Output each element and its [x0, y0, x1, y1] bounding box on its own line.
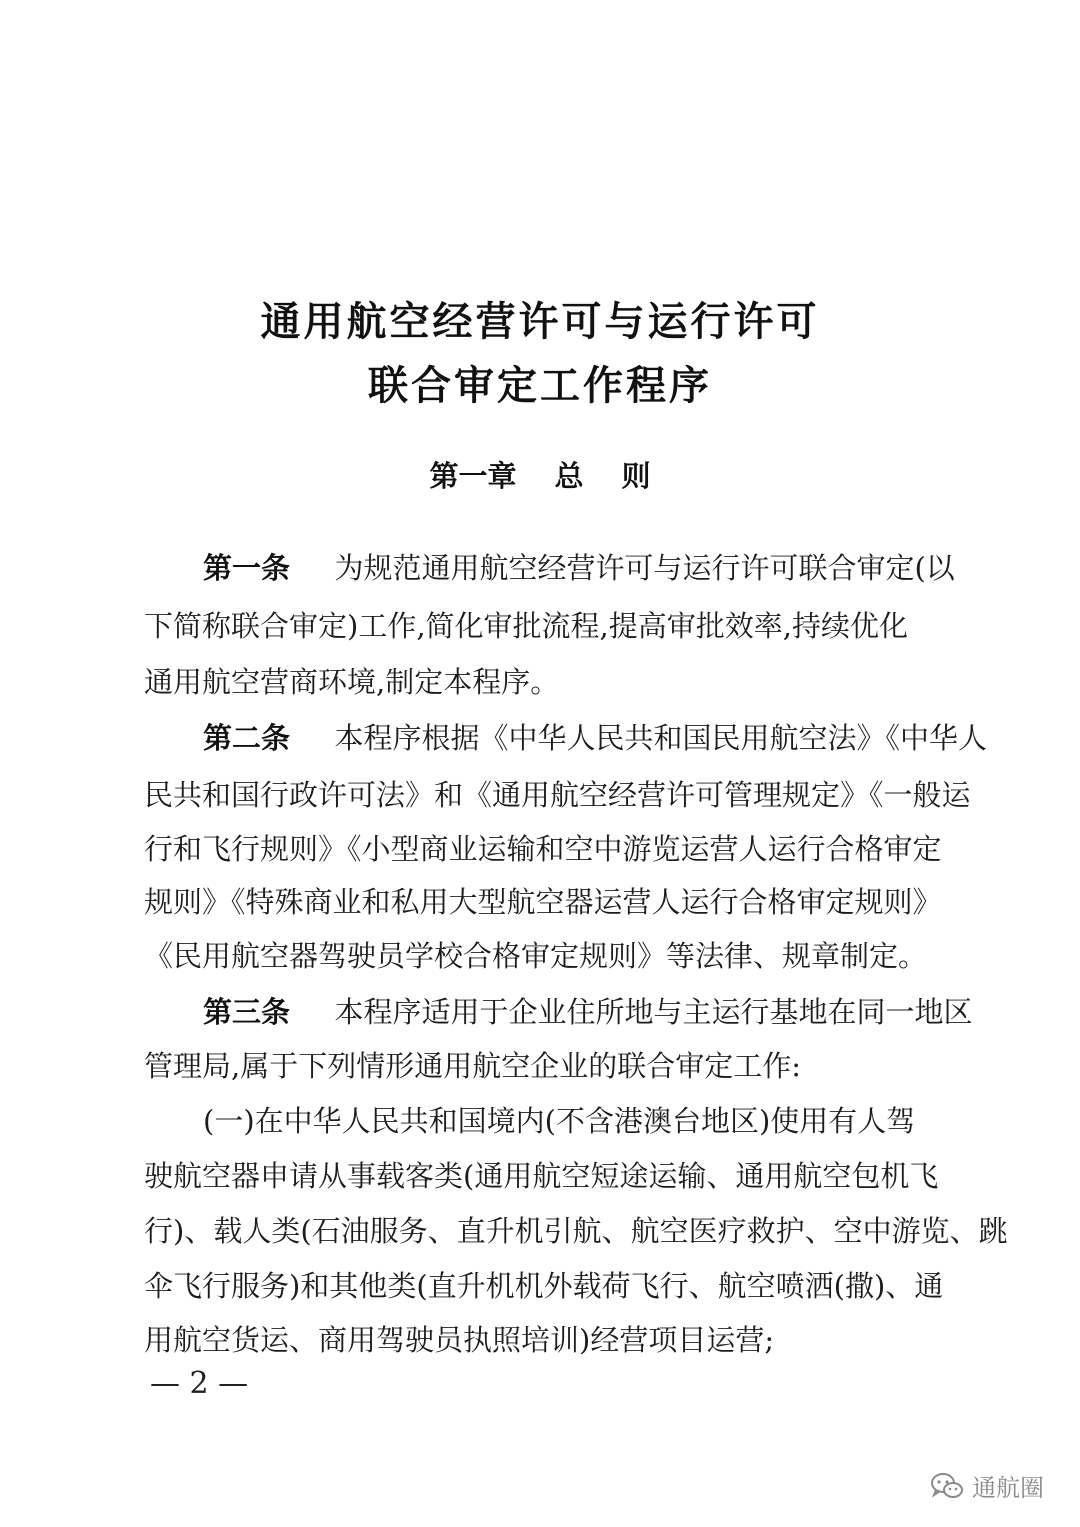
page-number: — 2 — — [150, 1366, 249, 1401]
article-3-line-2: 管理局,属于下列情形通用航空企业的联合审定工作: — [144, 1049, 801, 1083]
item-1-line-5: 用航空货运、商用驾驶员执照培训)经营项目运营; — [144, 1323, 775, 1357]
item-1-line-2: 驶航空器申请从事载客类(通用航空短途运输、通用航空包机飞 — [144, 1159, 939, 1193]
document-title-line-2: 联合审定工作程序 — [368, 362, 712, 409]
document-title-line-1: 通用航空经营许可与运行许可 — [260, 298, 820, 345]
article-2-line-3: 行和飞行规则》《小型商业运输和空中游览运营人运行合格审定 — [144, 832, 942, 866]
watermark-text: 通航圈 — [972, 1474, 1044, 1502]
item-1-line-4: 伞飞行服务)和其他类(直升机机外载荷飞行、航空喷洒(撒)、通 — [144, 1269, 944, 1303]
chapter-heading — [0, 454, 1080, 495]
item-1-line-3: 行)、载人类(石油服务、直升机引航、航空医疗救护、空中游览、跳 — [144, 1214, 1008, 1248]
article-2-text: 本程序根据《中华人民共和国民用航空法》《中华人 — [334, 721, 987, 755]
article-3-line-1 — [203, 990, 972, 1031]
article-1-line-2: 下简称联合审定)工作,简化审批流程,提高审批效率,持续优化 — [144, 609, 908, 643]
article-2-label: 第二条 — [203, 721, 291, 755]
wechat-icon — [930, 1471, 964, 1501]
article-1-label: 第一条 — [203, 551, 291, 585]
watermark — [930, 1468, 1044, 1503]
article-3-label: 第三条 — [203, 995, 291, 1029]
article-2-line-5: 《民用航空器驾驶员学校合格审定规则》等法律、规章制定。 — [144, 939, 928, 973]
article-2-line-4: 规则》《特殊商业和私用大型航空器运营人运行合格审定规则》 — [144, 885, 942, 919]
article-2-line-2: 民共和国行政许可法》和《通用航空经营许可管理规定》《一般运 — [144, 778, 971, 812]
article-1-text: 为规范通用航空经营许可与运行许可联合审定(以 — [334, 551, 955, 585]
article-1-line-3: 通用航空营商环境,制定本程序。 — [144, 665, 560, 699]
article-3-text: 本程序适用于企业住所地与主运行基地在同一地区 — [334, 995, 973, 1029]
article-1-line-1 — [203, 546, 955, 587]
chapter-name-part-2: 则 — [621, 459, 651, 493]
chapter-name-part-1: 总 — [554, 459, 584, 493]
chapter-number: 第一章 — [429, 459, 517, 493]
article-2-line-1 — [203, 716, 987, 757]
item-1-line-1: (一)在中华人民共和国境内(不含港澳台地区)使用有人驾 — [203, 1104, 916, 1138]
